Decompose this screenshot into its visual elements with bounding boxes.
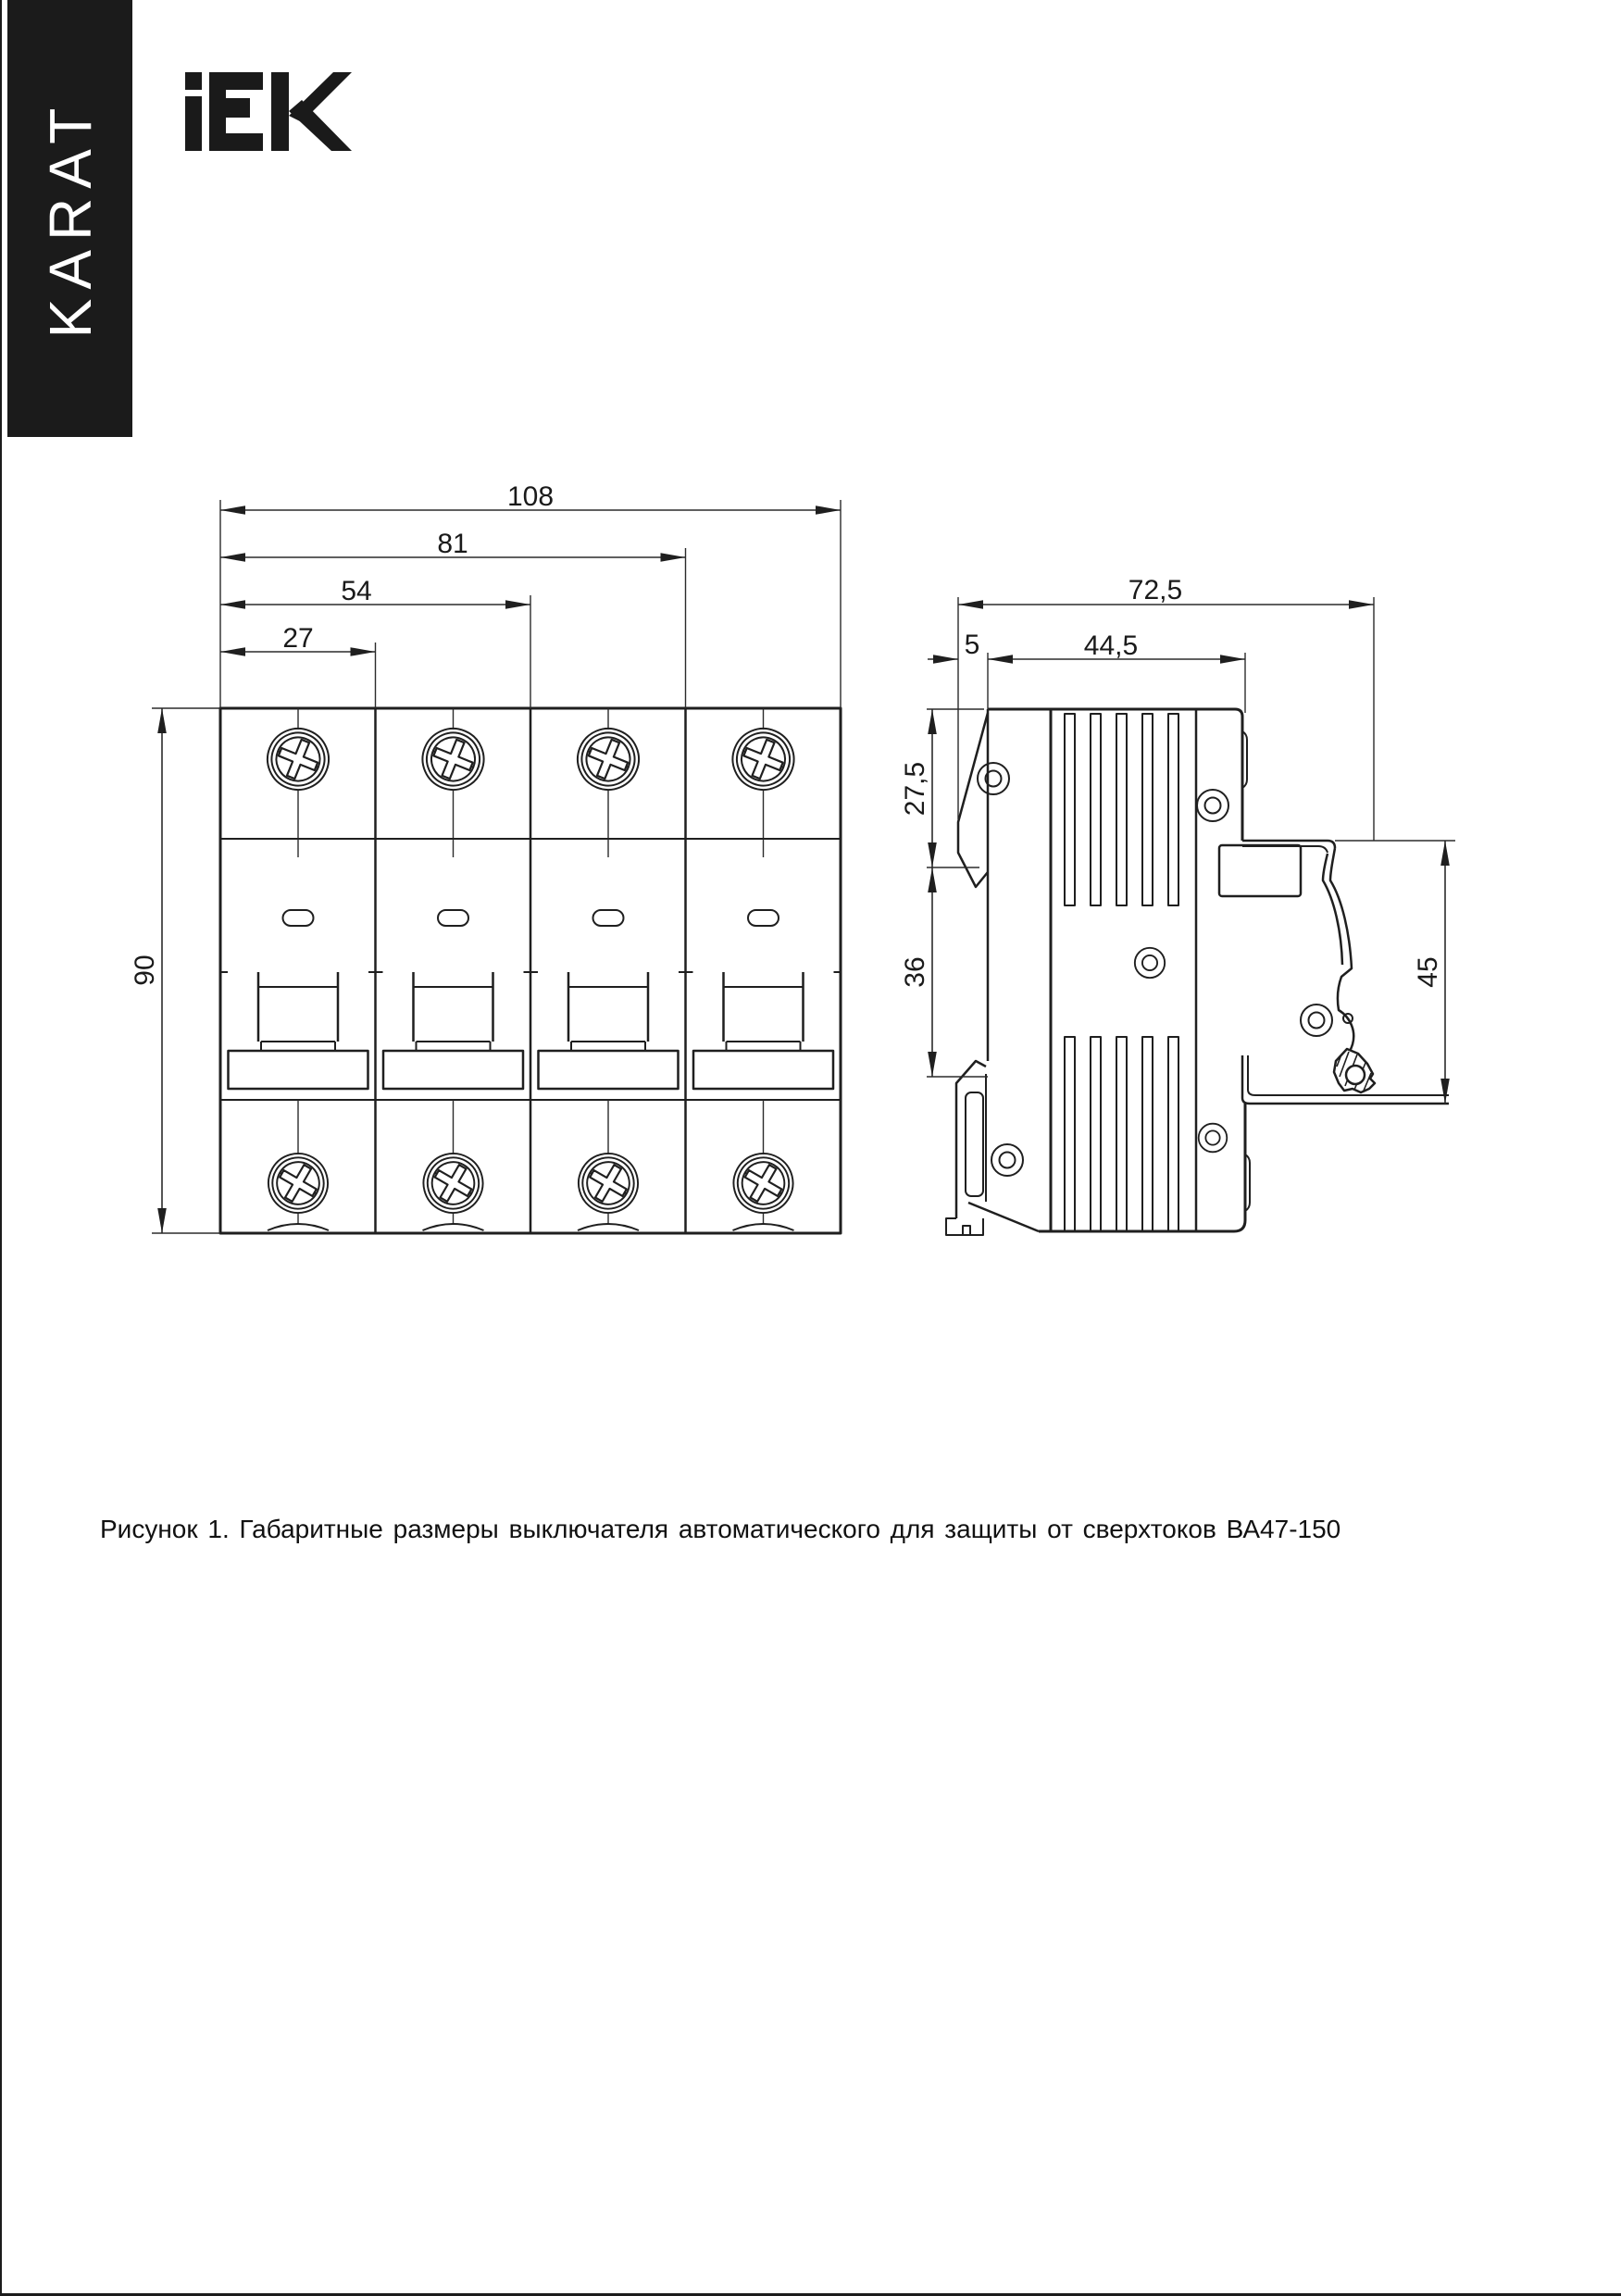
karat-brand-text: KARAT <box>36 98 104 339</box>
front-dimensions <box>130 481 841 1233</box>
figure-caption: Рисунок 1. Габаритные размеры выключателя автоматического для защиты от сверхтоков ВА47-150 <box>100 1515 1341 1543</box>
pole-dividers <box>376 708 686 1233</box>
dim-label-90: 90 <box>130 955 160 986</box>
dim-label-54: 54 <box>341 576 372 606</box>
dim-label-27: 27 <box>282 623 314 654</box>
vent-slots <box>1051 709 1196 1231</box>
dim-label-27-5: 27,5 <box>900 761 930 817</box>
breaker-pole-2 <box>376 708 531 1230</box>
lever-pivot <box>1301 1004 1332 1036</box>
dim-label-72-5: 72,5 <box>1128 575 1183 605</box>
front-view <box>130 481 842 1233</box>
breaker-pole-1 <box>220 708 376 1230</box>
din-clip-lower <box>946 1061 986 1235</box>
dim-label-81: 81 <box>437 529 468 559</box>
front-extension-lines <box>152 500 841 1233</box>
dim-label-36: 36 <box>900 956 930 988</box>
dim-label-44-5: 44,5 <box>1083 630 1139 661</box>
side-view <box>900 575 1455 1235</box>
side-extension-lines <box>927 597 1455 1077</box>
breaker-pole-4 <box>686 708 842 1230</box>
dim-label-5: 5 <box>964 630 980 660</box>
breaker-pole-3 <box>530 708 686 1230</box>
dim-label-45: 45 <box>1413 956 1443 988</box>
side-dimensions <box>900 575 1445 1104</box>
dim-label-108: 108 <box>506 481 555 512</box>
din-clip-upper <box>958 713 988 887</box>
case-rivets <box>978 763 1228 1176</box>
